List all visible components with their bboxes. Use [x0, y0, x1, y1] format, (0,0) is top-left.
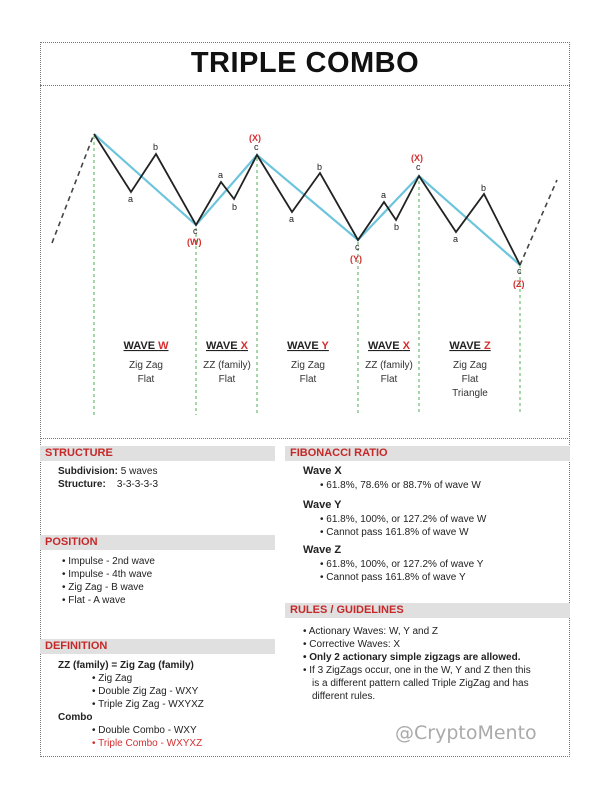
label-a: a	[381, 190, 387, 200]
svg-text:ZZ (family): ZZ (family)	[203, 360, 251, 371]
label-a: a	[289, 214, 295, 224]
rules-item: • If 3 ZigZags occur, one in the W, Y and Z then this	[303, 665, 531, 676]
zigzag-line	[94, 134, 520, 265]
rules-item: • Corrective Waves: X	[303, 639, 401, 650]
fib-wave-x-label: Wave X	[303, 465, 342, 477]
fibonacci-header: FIBONACCI RATIO	[285, 446, 570, 461]
label-a: a	[218, 170, 224, 180]
wave-label-w	[123, 340, 169, 385]
svg-text:Zig Zag: Zig Zag	[291, 360, 325, 371]
label-a: a	[128, 194, 134, 204]
svg-text:Flat: Flat	[461, 374, 479, 385]
definition-zz-label: ZZ (family) = Zig Zag (family)	[58, 660, 194, 671]
label-wave-w: (W)	[187, 237, 202, 247]
trend-line	[94, 134, 520, 265]
structure-structure: Structure: 3-3-3-3-3	[58, 479, 159, 490]
diagram-divider	[40, 438, 570, 439]
position-item: • Flat - A wave	[62, 595, 126, 606]
definition-zz-item: • Zig Zag	[92, 673, 133, 684]
page-title: TRIPLE COMBO	[190, 47, 420, 79]
rules-item-cont: different rules.	[312, 691, 376, 702]
wave-label-y	[287, 340, 329, 385]
label-wave-x: (X)	[411, 153, 423, 163]
label-c: c	[517, 266, 522, 276]
label-a: a	[453, 234, 459, 244]
wave-label-x1	[203, 340, 251, 385]
svg-text:Zig Zag: Zig Zag	[453, 360, 487, 371]
svg-text:Flat: Flat	[218, 374, 236, 385]
definition-combo-item: • Double Combo - WXY	[92, 725, 197, 736]
svg-text:Triangle: Triangle	[452, 388, 488, 399]
label-b: b	[481, 183, 487, 193]
label-wave-x: (X)	[249, 133, 261, 143]
svg-text:WAVE W: WAVE W	[123, 340, 169, 352]
fib-wave-x-item: • 61.8%, 78.6% or 88.7% of wave W	[320, 480, 481, 491]
definition-zz-item: • Triple Zig Zag - WXYXZ	[92, 699, 204, 710]
label-wave-z: (Z)	[513, 279, 525, 289]
structure-header: STRUCTURE	[40, 446, 275, 461]
lead-in-dash	[52, 134, 94, 243]
label-c: c	[416, 162, 421, 172]
wave-label-z	[449, 340, 491, 399]
svg-text:WAVE Z: WAVE Z	[449, 340, 491, 352]
fib-wave-z-label: Wave Z	[303, 544, 342, 556]
rules-header: RULES / GUIDELINES	[285, 603, 570, 618]
definition-header: DEFINITION	[40, 639, 275, 654]
lead-out-dash	[520, 180, 557, 265]
position-item: • Impulse - 2nd wave	[62, 556, 155, 567]
label-b: b	[232, 202, 238, 212]
label-c: c	[355, 242, 360, 252]
definition-combo-label: Combo	[58, 712, 93, 723]
position-header: POSITION	[40, 535, 275, 550]
svg-text:Flat: Flat	[299, 374, 317, 385]
definition-combo-item-highlight: • Triple Combo - WXYXZ	[92, 738, 203, 749]
svg-text:WAVE X: WAVE X	[368, 340, 410, 352]
svg-text:Flat: Flat	[137, 374, 155, 385]
label-b: b	[394, 222, 400, 232]
structure-subdivision: Subdivision: 5 waves	[58, 466, 158, 477]
rules-item-bold: • Only 2 actionary simple zigzags are allowed.	[303, 652, 521, 663]
fib-wave-y-item: • 61.8%, 100%, or 127.2% of wave W	[320, 514, 487, 525]
fib-wave-z-item: • Cannot pass 161.8% of wave Y	[320, 572, 466, 583]
watermark: @CryptoMento	[395, 722, 537, 744]
label-b: b	[317, 162, 323, 172]
label-c: c	[254, 142, 259, 152]
fib-wave-y-item: • Cannot pass 161.8% of wave W	[320, 527, 469, 538]
svg-text:WAVE X: WAVE X	[206, 340, 248, 352]
position-item: • Impulse - 4th wave	[62, 569, 153, 580]
label-wave-y: (Y)	[350, 254, 362, 264]
svg-text:WAVE Y: WAVE Y	[287, 340, 329, 352]
svg-text:ZZ (family): ZZ (family)	[365, 360, 413, 371]
label-c: c	[193, 226, 198, 236]
svg-text:Zig Zag: Zig Zag	[129, 360, 163, 371]
fib-wave-y-label: Wave Y	[303, 499, 342, 511]
fib-wave-z-item: • 61.8%, 100%, or 127.2% of wave Y	[320, 559, 484, 570]
rules-item-cont: is a different pattern called Triple ZigZag and has	[312, 678, 529, 689]
svg-text:Flat: Flat	[380, 374, 398, 385]
rules-item: • Actionary Waves: W, Y and Z	[303, 626, 439, 637]
position-item: • Zig Zag - B wave	[62, 582, 144, 593]
label-b: b	[153, 142, 159, 152]
wave-label-x2	[365, 340, 413, 385]
definition-zz-item: • Double Zig Zag - WXY	[92, 686, 199, 697]
